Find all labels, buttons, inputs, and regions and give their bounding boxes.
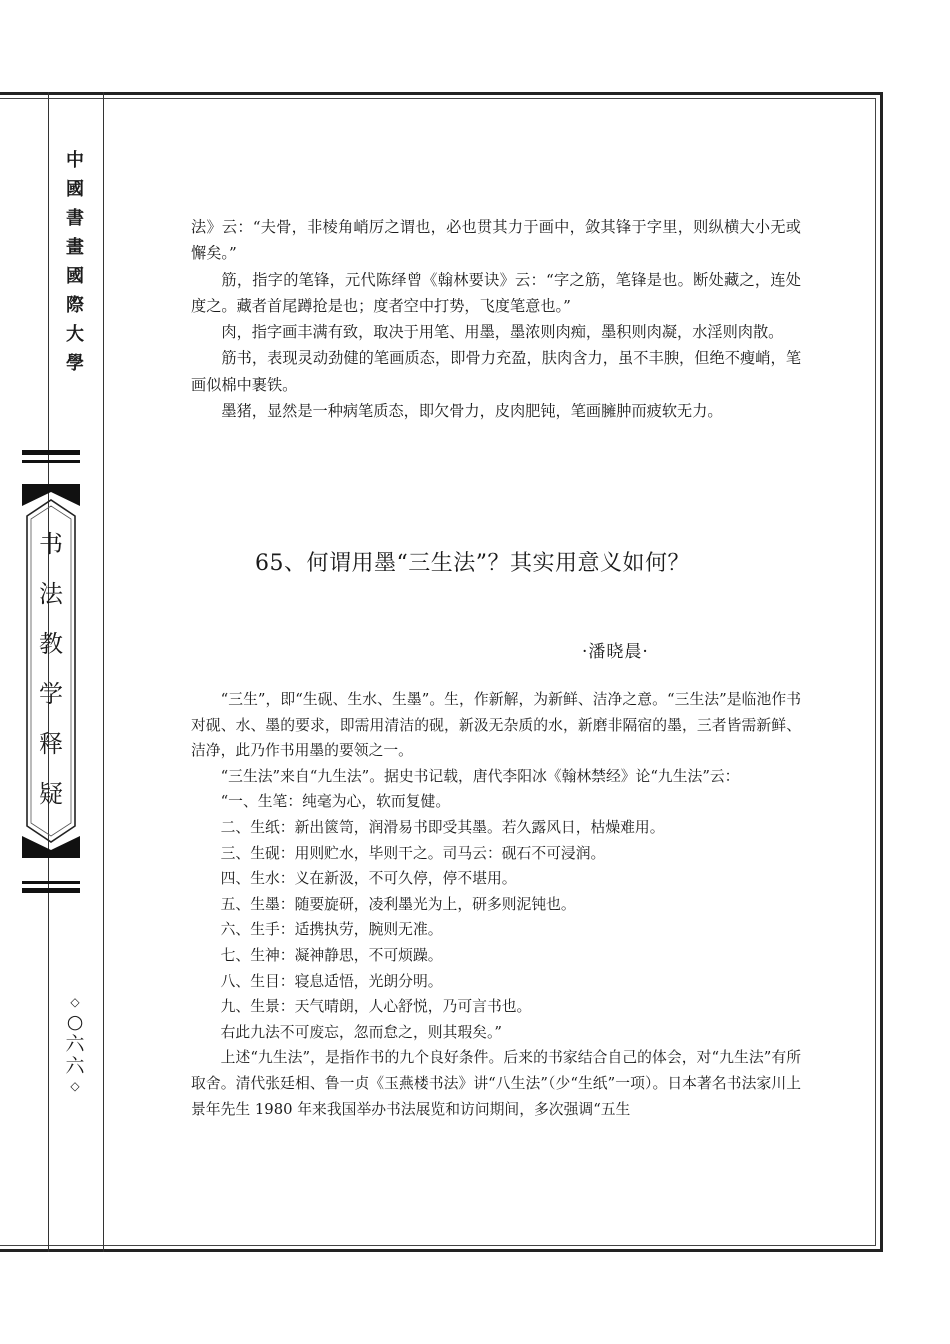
paragraph: 法》云：“夫骨，非棱角峭厉之谓也，必也贯其力于画中，敛其锋于字里，则纵横大小无或懈矣。” <box>191 218 801 263</box>
author-byline: ·潘晓晨· <box>582 642 649 662</box>
quoted-line: 右此九法不可废忘，忽而怠之，则其瑕矣。” <box>220 1023 502 1041</box>
diamond-icon: ◇ <box>70 995 80 1009</box>
book-title-char: 教 <box>39 630 63 658</box>
spine-bar-bottom-2 <box>22 888 80 893</box>
paragraph: “三生”，即“生砚、生水、生墨”。生，作新解，为新鲜、洁净之意。“三生法”是临池作书对砚、水、墨的要求，即需用清洁的砚，新汲无杂质的水，新磨非隔宿的墨，三者皆需新鲜、洁净，此乃作书用墨的要领之一。 <box>191 691 801 760</box>
quoted-line: 五、生墨：随要旋研，凌利墨光为上，研多则泥钝也。 <box>220 895 576 913</box>
book-title-char: 学 <box>39 680 63 708</box>
series-char: 畫 <box>66 237 84 258</box>
page-number-char: ○ <box>66 1011 84 1033</box>
quoted-line: 三、生砚：用则贮水，毕则干之。司马云：砚石不可浸润。 <box>220 844 606 862</box>
series-char: 大 <box>66 324 84 345</box>
quoted-line: 六、生手：适携执劳，腕则无准。 <box>220 921 443 939</box>
quoted-line: 四、生水：义在新汲，不可久停，停不堪用。 <box>220 870 517 888</box>
quoted-line: “一、生笔：纯毫为心，软而复健。 <box>220 793 451 811</box>
continued-text-block <box>191 214 801 424</box>
quoted-line: 二、生纸：新出篋笥，润滑易书即受其墨。若久露风日，枯燥难用。 <box>220 818 665 836</box>
book-title-spine <box>22 484 80 858</box>
series-char: 際 <box>66 295 84 316</box>
series-char: 國 <box>66 266 84 287</box>
spine-bar-top-1 <box>22 450 80 455</box>
series-char: 書 <box>66 208 84 229</box>
paragraph: 肉，指字画丰满有致，取决于用笔、用墨，墨浓则肉痴，墨积则肉凝，水淫则肉散。 <box>221 323 784 342</box>
book-title-char: 书 <box>39 530 63 558</box>
quoted-line: 九、生景：天气晴朗，人心舒悦，乃可言书也。 <box>220 998 532 1016</box>
article-text-block <box>191 687 801 1122</box>
series-char: 中 <box>66 150 84 171</box>
quoted-line: 八、生目：寝息适悟，光朗分明。 <box>220 972 443 990</box>
page-number-char: 六 <box>65 1055 85 1077</box>
book-title-char: 疑 <box>39 780 63 808</box>
diamond-icon: ◇ <box>70 1079 80 1093</box>
paragraph: 上述“九生法”，是指作书的九个良好条件。后来的书家结合自己的体会，对“九生法”有所取舍。清代张廷相、鲁一贞《玉燕楼书法》讲“八生法”（少“生纸”一项）。日本著名书法家川上景年先生 1980 年来我国举办书法展览和访问期间，多次强调“五生 <box>191 1049 801 1118</box>
series-char: 學 <box>66 353 84 374</box>
paragraph: 墨猪，显然是一种病笔质态，即欠骨力，皮肉肥钝，笔画臃肿而疲软无力。 <box>221 402 723 421</box>
series-name-vertical <box>52 150 98 375</box>
paragraph: 筋书，表现灵动劲健的笔画质态，即骨力充盈，肤肉含力，虽不丰腴，但绝不瘦峭，笔画似棉中裹铁。 <box>191 349 801 394</box>
spine-bar-bottom-1 <box>22 881 80 884</box>
book-title-char: 法 <box>39 580 63 608</box>
page-number-char: 六 <box>65 1033 85 1055</box>
spine-bar-top-2 <box>22 460 80 463</box>
book-title-char: 释 <box>39 730 63 758</box>
paragraph: 筋，指字的笔锋，元代陈绎曾《翰林要诀》云：“字之筋，笔锋是也。断处藏之，连处度之。藏者首尾蹲抢是也；度者空中打势，飞度笔意也。” <box>191 270 801 315</box>
sidebar-rule-right <box>103 92 104 1252</box>
section-heading: 65、何谓用墨“三生法”？其实用意义如何？ <box>255 551 690 576</box>
page-number-vertical <box>62 993 88 1095</box>
series-char: 國 <box>66 179 84 200</box>
quoted-line: 七、生神：凝神静思，不可烦躁。 <box>220 946 443 964</box>
paragraph: “三生法”来自“九生法”。据史书记载，唐代李阳冰《翰林禁经》论“九生法”云： <box>220 767 740 785</box>
